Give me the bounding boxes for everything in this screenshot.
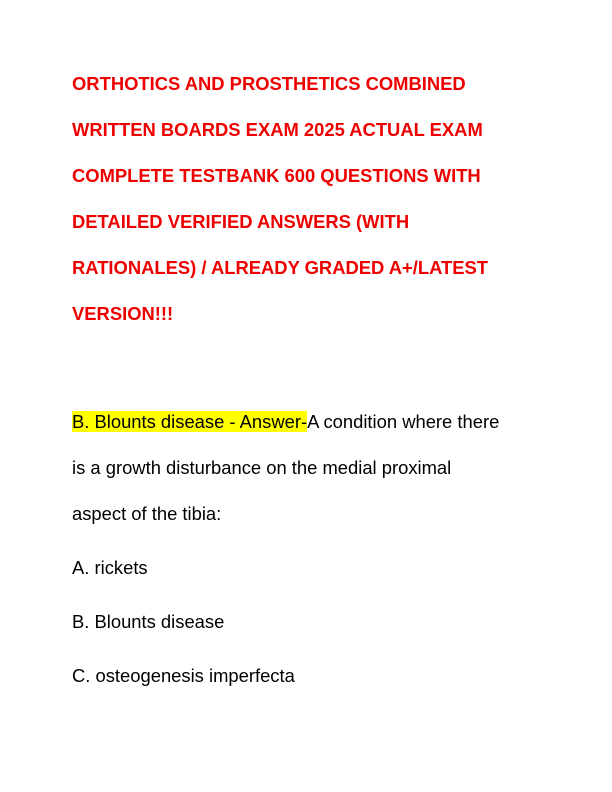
option-a: A. rickets: [72, 557, 148, 578]
title-line-5: RATIONALES) / ALREADY GRADED A+/LATEST: [72, 257, 489, 278]
question-line-2: is a growth disturbance on the medial proximal: [72, 457, 452, 478]
title-line-3: COMPLETE TESTBANK 600 QUESTIONS WITH: [72, 165, 481, 186]
question-text-start: A condition where there: [307, 411, 500, 432]
option-b: B. Blounts disease: [72, 611, 225, 632]
title-line-1: ORTHOTICS AND PROSTHETICS COMBINED: [72, 73, 466, 94]
question-line-1: [72, 410, 499, 434]
title-line-4: DETAILED VERIFIED ANSWERS (WITH: [72, 211, 410, 232]
title-line-6: VERSION!!!: [72, 303, 174, 324]
question-line-3: aspect of the tibia:: [72, 503, 222, 524]
option-c: C. osteogenesis imperfecta: [72, 665, 295, 686]
title-line-2: WRITTEN BOARDS EXAM 2025 ACTUAL EXAM: [72, 119, 483, 140]
highlighted-answer: B. Blounts disease - Answer-: [72, 411, 308, 432]
